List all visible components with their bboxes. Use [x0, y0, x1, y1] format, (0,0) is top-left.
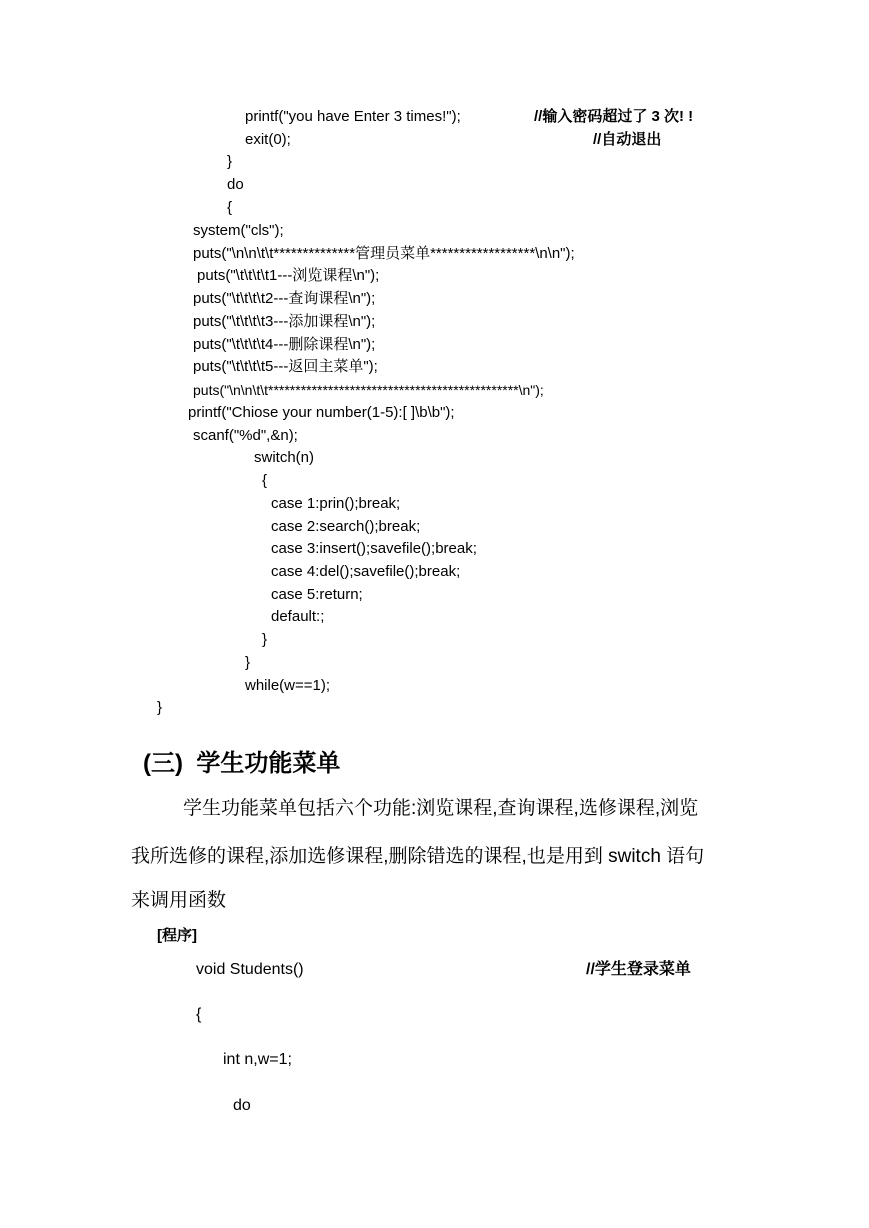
section-heading: (三) 学生功能菜单 — [143, 750, 341, 777]
code-line: switch(n) — [254, 449, 315, 466]
code-line: int n,w=1; — [223, 1051, 292, 1068]
code-line: puts("\t\t\t\t5---返回主菜单"); — [193, 358, 378, 375]
code-line: case 2:search();break; — [271, 518, 421, 535]
code-line: puts("\n\n\t\t**************管理员菜单******************\n\n"); — [193, 245, 575, 262]
code-line: default:; — [271, 608, 325, 625]
code-line: puts("\t\t\t\t4---删除课程\n"); — [193, 336, 376, 353]
code-line: case 5:return; — [271, 586, 363, 603]
code-line: do — [233, 1097, 251, 1114]
code-line: case 3:insert();savefile();break; — [271, 540, 477, 557]
code-line: } — [227, 153, 233, 170]
code-line: exit(0); — [245, 131, 291, 148]
paragraph-line: 学生功能菜单包括六个功能:浏览课程,查询课程,选修课程,浏览 — [183, 798, 699, 819]
code-comment: //自动退出 — [593, 131, 662, 148]
code-line: } — [157, 699, 163, 716]
paragraph-line: 我所选修的课程,添加选修课程,删除错选的课程,也是用到 switch 语句 — [131, 846, 705, 867]
code-line: { — [196, 1006, 202, 1023]
code-line: system("cls"); — [193, 222, 284, 239]
code-comment: //学生登录菜单 — [586, 961, 691, 978]
code-line: case 4:del();savefile();break; — [271, 563, 461, 580]
code-line: puts("\n\n\t\t**********************************************\n"); — [193, 382, 544, 398]
code-line: puts("\t\t\t\t1---浏览课程\n"); — [197, 267, 380, 284]
code-line: case 1:prin();break; — [271, 495, 401, 512]
paragraph-line: 来调用函数 — [131, 890, 227, 911]
code-line: do — [227, 176, 244, 193]
code-line: puts("\t\t\t\t3---添加课程\n"); — [193, 313, 376, 330]
code-line: } — [245, 654, 251, 671]
code-line: puts("\t\t\t\t2---查询课程\n"); — [193, 290, 376, 307]
code-line: { — [262, 472, 268, 489]
code-line: } — [262, 631, 268, 648]
code-line: void Students() — [196, 961, 304, 978]
code-line: { — [227, 199, 233, 216]
code-line: printf("you have Enter 3 times!"); — [245, 108, 461, 125]
program-label: [程序] — [157, 927, 197, 944]
code-line: printf("Chiose your number(1-5):[ ]\b\b"); — [188, 404, 455, 421]
code-comment: //输入密码超过了 3 次! ! — [534, 108, 694, 125]
code-line: while(w==1); — [245, 677, 331, 694]
code-line: scanf("%d",&n); — [193, 427, 298, 444]
